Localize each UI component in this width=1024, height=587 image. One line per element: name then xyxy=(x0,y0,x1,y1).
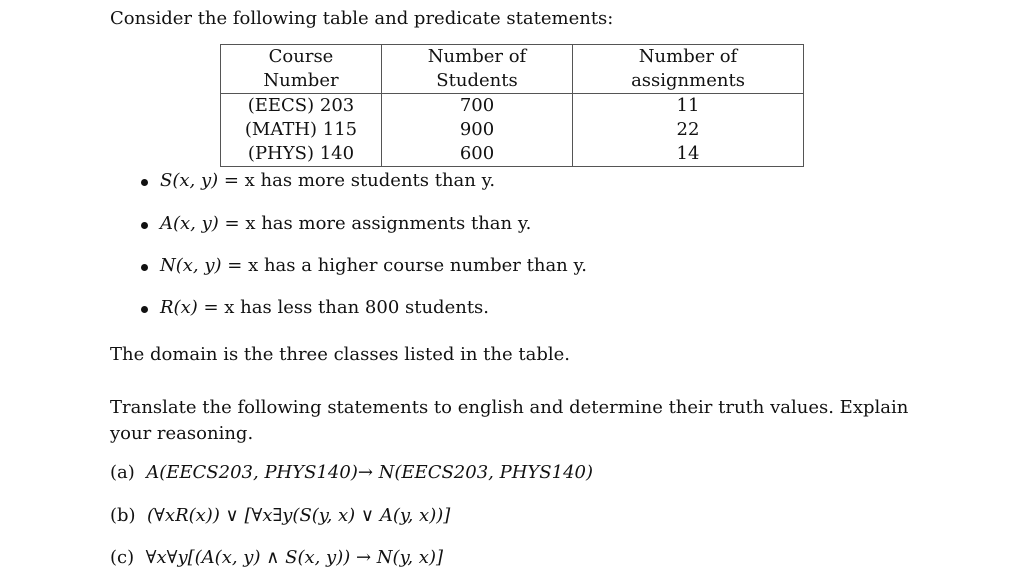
cell-assignments: 11 xyxy=(573,94,804,119)
domain-text: The domain is the three classes listed in the table. xyxy=(110,344,571,365)
bullet-icon xyxy=(141,179,148,186)
table-header-row xyxy=(221,45,804,94)
cell-course: (MATH) 115 xyxy=(221,118,382,142)
question-item xyxy=(110,505,450,526)
cell-course: (PHYS) 140 xyxy=(221,142,382,167)
bullet-icon xyxy=(141,306,148,313)
predicate-desc: x has more assignments than y. xyxy=(245,213,532,234)
cell-students: 600 xyxy=(382,142,573,167)
question-label: (b) xyxy=(110,505,136,526)
predicate-symbol: R(x) xyxy=(160,297,198,318)
question-label: (a) xyxy=(110,462,135,483)
cell-students: 900 xyxy=(382,118,573,142)
predicate-item: S(x, y) = x has more students than y. xyxy=(160,170,496,191)
bullet-icon xyxy=(141,222,148,229)
instructions-text: Translate the following statements to english and determine their truth values. Explain your reasoning. xyxy=(110,397,909,444)
col-header-number-of-students: Number of Students xyxy=(382,45,573,94)
question-item xyxy=(110,547,443,568)
table-row xyxy=(221,94,804,119)
question-expr: (∀xR(x)) ∨ [∀x∃y(S(y, x) ∨ A(y, x))] xyxy=(147,505,451,526)
cell-students: 700 xyxy=(382,94,573,119)
predicate-symbol: N(x, y) xyxy=(160,255,222,276)
bullet-icon xyxy=(141,264,148,271)
table-row xyxy=(221,142,804,167)
col-header-number-of-assignments: Number of assignments xyxy=(573,45,804,94)
predicate-item: A(x, y) = x has more assignments than y. xyxy=(160,213,532,234)
predicate-item: N(x, y) = x has a higher course number than y. xyxy=(160,255,587,276)
cell-assignments: 22 xyxy=(573,118,804,142)
intro-text: Consider the following table and predicate statements: xyxy=(110,8,614,29)
predicate-symbol: S(x, y) xyxy=(160,170,219,191)
course-table xyxy=(220,44,804,167)
question-expr: A(EECS203, PHYS140)→ N(EECS203, PHYS140) xyxy=(146,462,593,483)
predicate-item: R(x) = x has less than 800 students. xyxy=(160,297,490,318)
question-item xyxy=(110,462,593,483)
table-row xyxy=(221,118,804,142)
predicate-desc: x has more students than y. xyxy=(244,170,496,191)
col-header-course-number: Course Number xyxy=(221,45,382,94)
cell-course: (EECS) 203 xyxy=(221,94,382,119)
predicate-desc: x has less than 800 students. xyxy=(224,297,490,318)
question-label: (c) xyxy=(110,547,135,568)
predicate-desc: x has a higher course number than y. xyxy=(248,255,587,276)
question-expr: ∀x∀y[(A(x, y) ∧ S(x, y)) → N(y, x)] xyxy=(145,547,443,568)
predicate-symbol: A(x, y) xyxy=(160,213,219,234)
cell-assignments: 14 xyxy=(573,142,804,167)
